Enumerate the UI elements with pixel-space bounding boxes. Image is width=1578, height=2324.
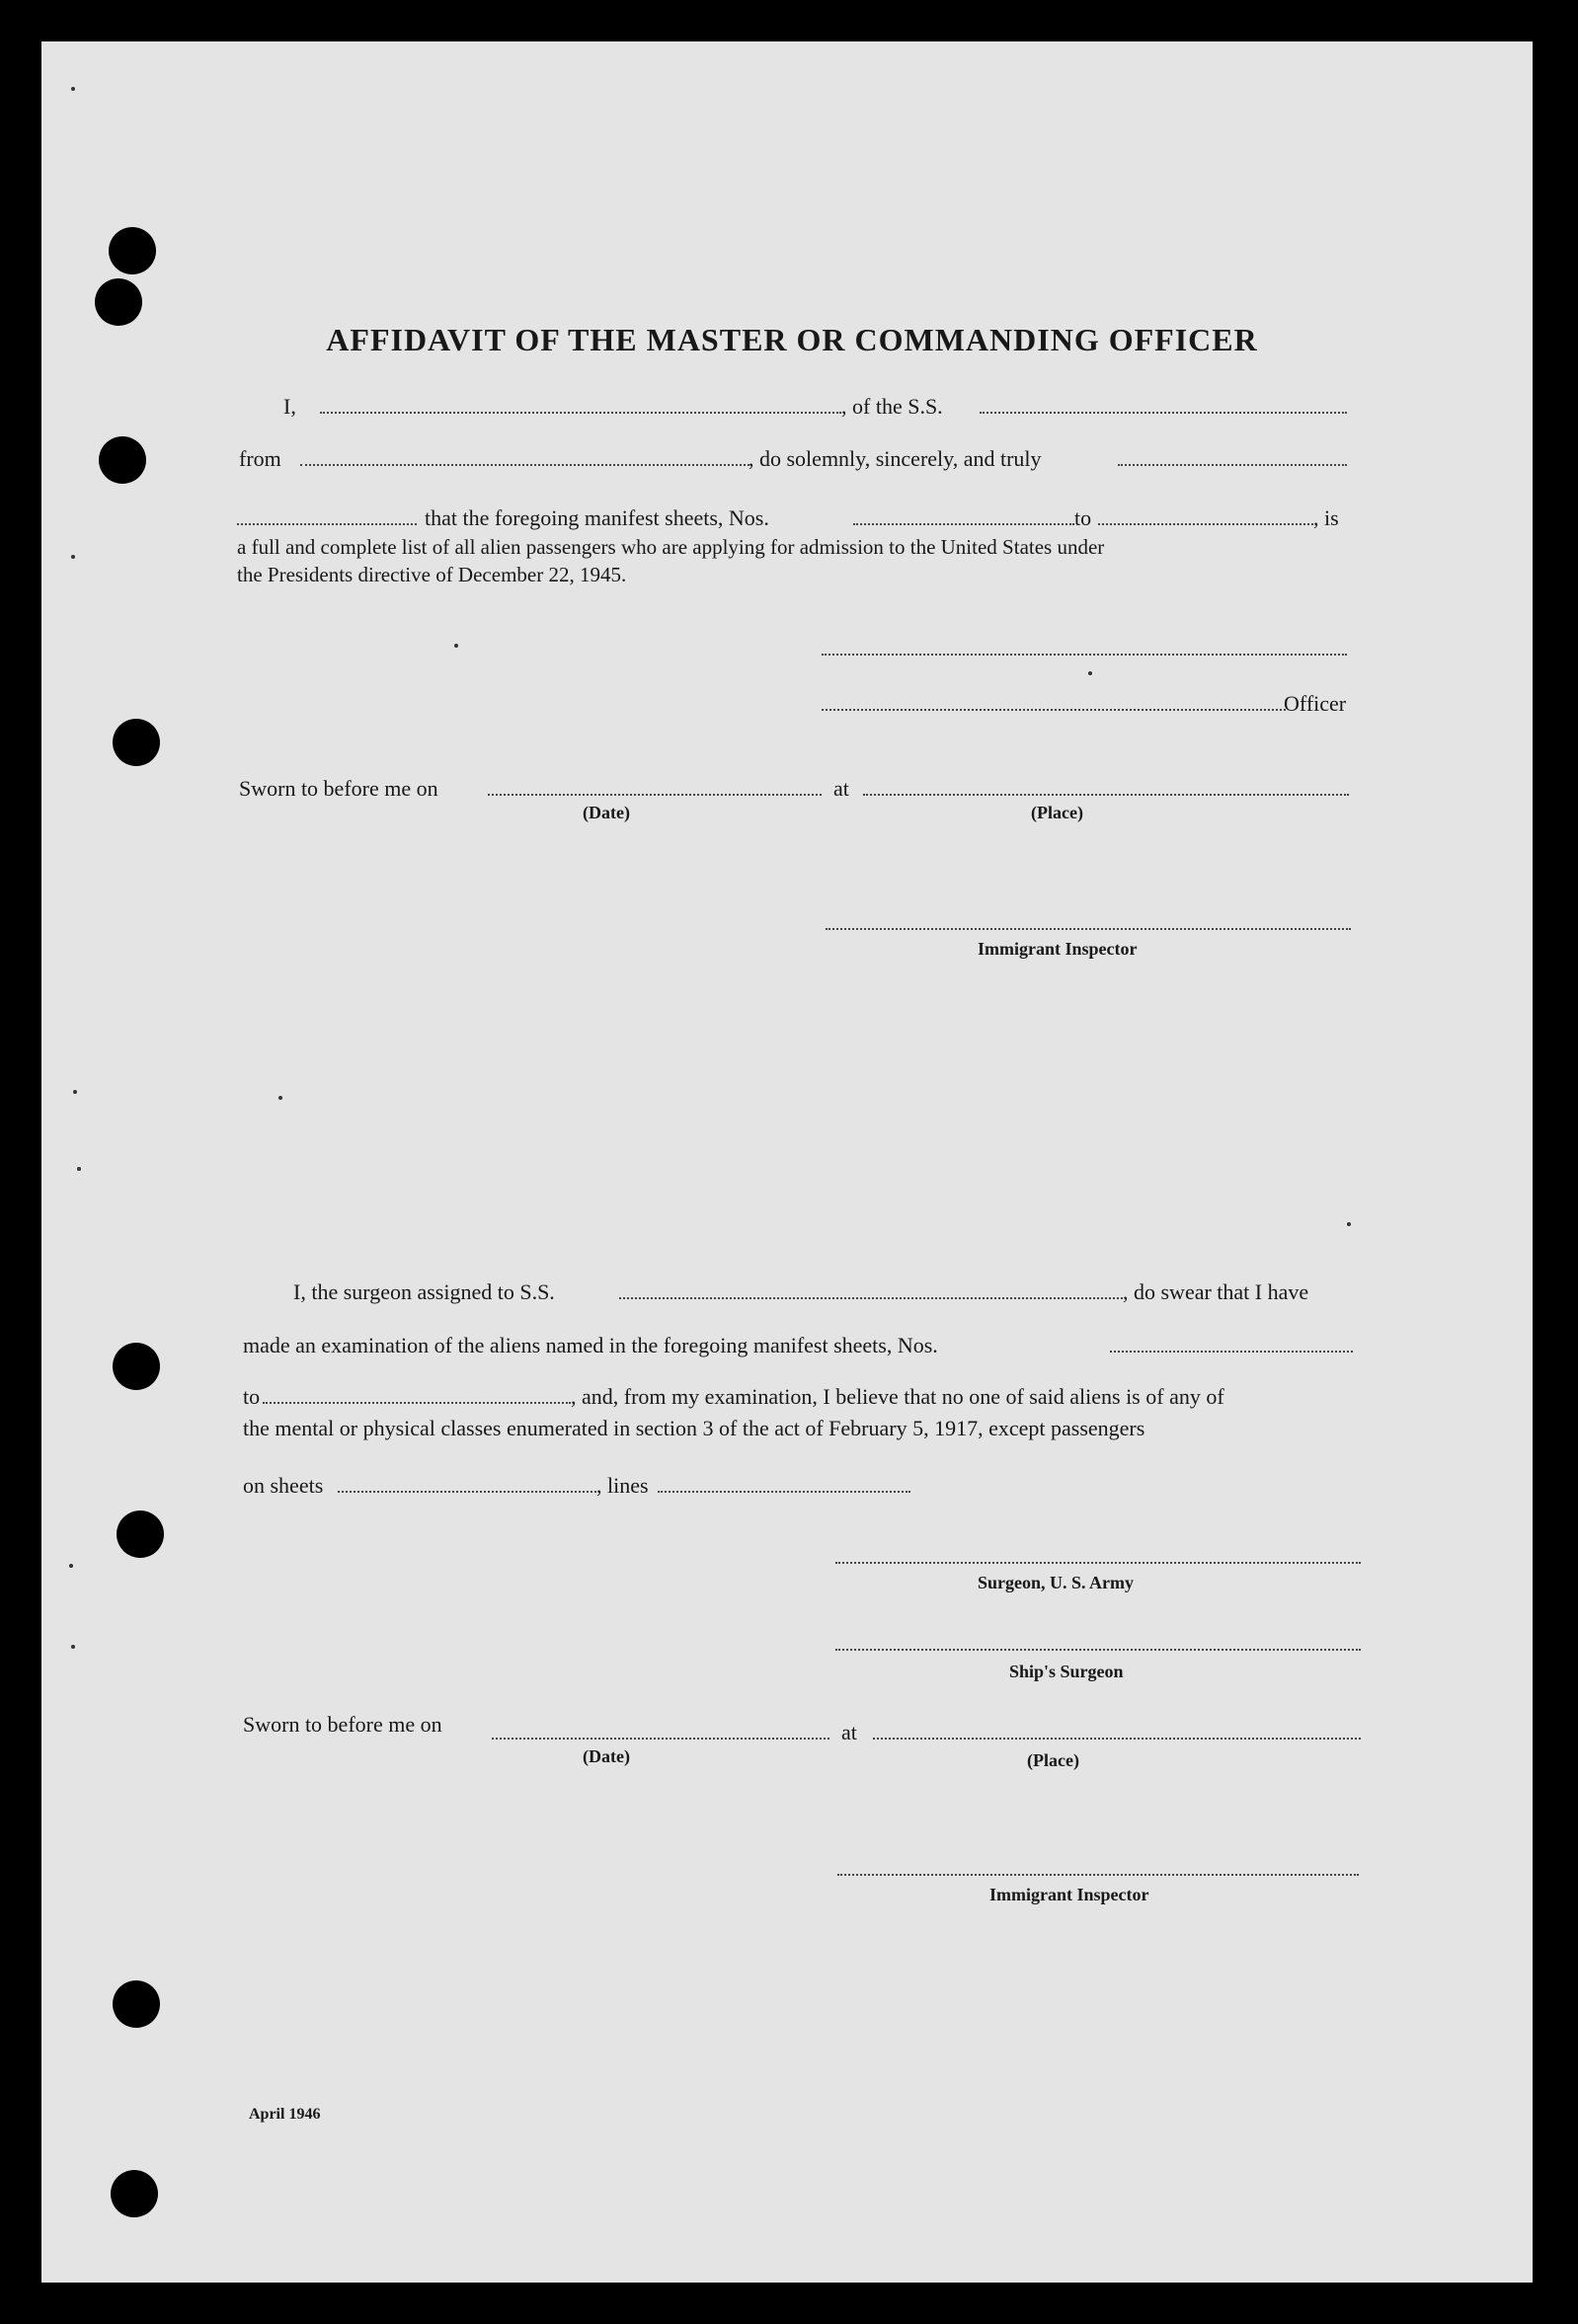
binder-hole xyxy=(95,278,142,326)
that-foregoing-label: that the foregoing manifest sheets, Nos. xyxy=(425,505,769,530)
body-line-2: a full and complete list of all alien passengers who are applying for admission to the United States under xyxy=(237,535,1105,559)
do-solemnly-label: , do solemnly, sincerely, and truly xyxy=(749,446,1042,471)
surgeon-line-1-start: I, the surgeon assigned to S.S. xyxy=(293,1279,555,1304)
speck xyxy=(69,1564,73,1568)
speck xyxy=(278,1096,282,1100)
sworn-label: Sworn to before me on xyxy=(239,776,438,801)
body-line-3: the Presidents directive of December 22, 1945. xyxy=(237,563,627,586)
speck xyxy=(71,87,75,91)
surgeon-to-label: to xyxy=(243,1384,261,1409)
surgeon-line-3-end: , and, from my examination, I believe that no one of said aliens is of any of xyxy=(571,1384,1224,1409)
i-label: I, xyxy=(283,394,296,419)
surgeon-line-2: made an examination of the aliens named in the foregoing manifest sheets, Nos. xyxy=(243,1333,938,1357)
oath-field[interactable] xyxy=(1118,464,1347,466)
ship-surgeon-caption: Ship's Surgeon xyxy=(1009,1662,1124,1681)
from-label: from xyxy=(239,446,281,471)
binder-hole xyxy=(99,436,146,484)
inspector-signature-line[interactable] xyxy=(826,928,1351,930)
binder-hole xyxy=(117,1511,164,1558)
date-caption: (Date) xyxy=(583,803,630,822)
army-surgeon-signature-line[interactable] xyxy=(835,1562,1361,1564)
form-title: AFFIDAVIT OF THE MASTER OR COMMANDING OFFICER xyxy=(326,322,1258,357)
of-the-ss-label: , of the S.S. xyxy=(841,394,943,419)
sheets-to-field[interactable] xyxy=(1098,523,1313,525)
binder-hole xyxy=(111,2170,158,2217)
speck xyxy=(71,555,75,559)
sworn-date-field[interactable] xyxy=(488,794,822,796)
binder-hole xyxy=(113,1343,160,1390)
binder-hole xyxy=(109,227,156,274)
speck xyxy=(1088,671,1092,675)
surgeon-sworn-label: Sworn to before me on xyxy=(243,1712,442,1737)
speck xyxy=(1347,1222,1351,1226)
surgeon-sheets-to-field[interactable] xyxy=(263,1402,571,1404)
surgeon-at-label: at xyxy=(841,1720,857,1744)
to-label: to xyxy=(1074,505,1092,530)
surgeon-sworn-date-field[interactable] xyxy=(492,1738,829,1740)
binder-hole xyxy=(113,1980,160,2028)
surgeon-inspector-caption: Immigrant Inspector xyxy=(989,1885,1149,1904)
speck xyxy=(73,1090,77,1094)
lines-label: , lines xyxy=(596,1473,649,1498)
surgeon-line-4: the mental or physical classes enumerated in section 3 of the act of February 5, 1917, except passengers xyxy=(243,1416,1145,1440)
except-sheets-field[interactable] xyxy=(338,1491,596,1493)
officer-label: Officer xyxy=(1284,691,1347,716)
surgeon-place-caption: (Place) xyxy=(1027,1750,1079,1770)
surgeon-sheets-from-field[interactable] xyxy=(1110,1351,1353,1353)
officer-signature-line[interactable] xyxy=(822,709,1286,711)
master-name-field[interactable] xyxy=(320,412,841,414)
affidavit-form-page xyxy=(41,41,1533,2283)
on-sheets-label: on sheets xyxy=(243,1473,324,1498)
surgeon-date-caption: (Date) xyxy=(583,1746,630,1766)
inspector-caption: Immigrant Inspector xyxy=(978,939,1138,959)
army-surgeon-caption: Surgeon, U. S. Army xyxy=(978,1573,1135,1592)
is-label: , is xyxy=(1313,505,1339,530)
from-port-field[interactable] xyxy=(300,464,750,466)
at-label: at xyxy=(833,776,849,801)
sworn-place-field[interactable] xyxy=(863,794,1349,796)
except-lines-field[interactable] xyxy=(658,1491,910,1493)
ship-name-field[interactable] xyxy=(980,412,1347,414)
surgeon-line-1-end: , do swear that I have xyxy=(1123,1279,1309,1304)
form-date: April 1946 xyxy=(249,2106,321,2123)
sheets-from-field[interactable] xyxy=(853,523,1074,525)
speck xyxy=(77,1167,81,1171)
ship-surgeon-signature-line[interactable] xyxy=(835,1649,1361,1651)
master-signature-line[interactable] xyxy=(822,654,1347,656)
oath-cont-field[interactable] xyxy=(237,523,417,525)
surgeon-sworn-place-field[interactable] xyxy=(873,1738,1361,1740)
speck xyxy=(71,1645,75,1649)
surgeon-inspector-signature-line[interactable] xyxy=(837,1874,1359,1876)
speck xyxy=(454,644,458,648)
binder-hole xyxy=(113,719,160,766)
place-caption: (Place) xyxy=(1031,803,1083,822)
surgeon-ship-field[interactable] xyxy=(619,1297,1123,1299)
